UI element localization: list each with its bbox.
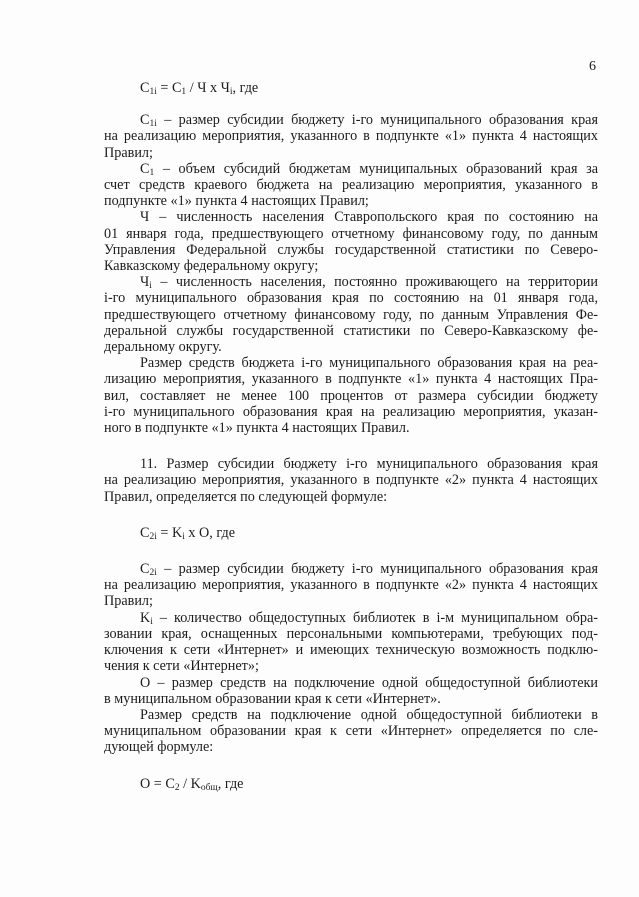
paragraph-budget-share: Размер средств бюджета i-го муниципального образования края на реа- лизацию мероприятия, указанного в подпункте «1» пункта 4 настоящих Пра- вил, составляет не менее 100 процентов от размера субсидии бюджету i-го муниципального образования края на реализацию мероприятия, указан- ного в подпункте «1» пункта 4 настоящих Правил.: [104, 355, 598, 437]
document-body: [104, 80, 598, 792]
definition-o: О – размер средств на подключение одной общедоступной библиотеки в муниципальном образовании края к сети «Интернет».: [104, 674, 598, 707]
definition-ch: Ч – численность населения Ставропольского края по состоянию на 01 января года, предшествующего отчетному финансовому году, по данным Управления Федеральной службы государственной статистики по Северо- Кавказскому федеральному округу;: [104, 209, 598, 275]
formula-c1i: $С_{1i} = С_1 / Ч$ х $Ч_i$, где: [140, 80, 259, 97]
formula-c2i: $С_{2i} = K_i$ x O, где: [140, 524, 235, 542]
definition-chi: $Ч_i$ – численность населения, постоянно проживающего на территории i-го муниципального образования края по состоянию на 01 января года, предшествующего отчетному финансовому году, по данным Управления Фе- деральной службы государственной статистики по Северо-Кавказскому фе- деральному округу.: [104, 274, 598, 356]
paragraph-o-formula: Размер средств на подключение одной общедоступной библиотеки в муниципальном образовании края к сети «Интернет» определяется по сле- дующей формуле:: [104, 706, 598, 756]
definition-c1: $С_1$ – объем субсидий бюджетам муниципальных образований края за счет средств краевого бюджета на реализацию мероприятия, указанного в подпункте «1» пункта 4 настоящих Правил;: [104, 160, 598, 210]
definition-c1i: $С_{1i}$ – размер субсидии бюджету i-го муниципального образования края на реализацию мероприятия, указанного в подпункте «1» пункта 4 настоящих Правил;: [104, 112, 598, 161]
formula-o: $О = С_2 / K_{общ}$, где: [140, 775, 244, 793]
paragraph-11: 11. Размер субсидии бюджету i-го муниципального образования края на реализацию мероприятия, указанного в подпункте «2» пункта 4 настоящих Правил, определяется по следующей формуле:: [104, 456, 598, 505]
definition-ki: $K_i$ – количество общедоступных библиотек в i-м муниципальном обра- зовании края, оснащенных персональными компьютерами, требующих под- ключения к сети «Интернет» и имеющих техническую возможность подклю- чения к сети «Интернет»;: [104, 609, 598, 675]
definition-c2i: $С_{2i}$ – размер субсидии бюджету i-го муниципального образования края на реализацию мероприятия, указанного в подпункте «2» пункта 4 настоящих Правил;: [104, 561, 598, 610]
page-number: 6: [589, 59, 596, 74]
